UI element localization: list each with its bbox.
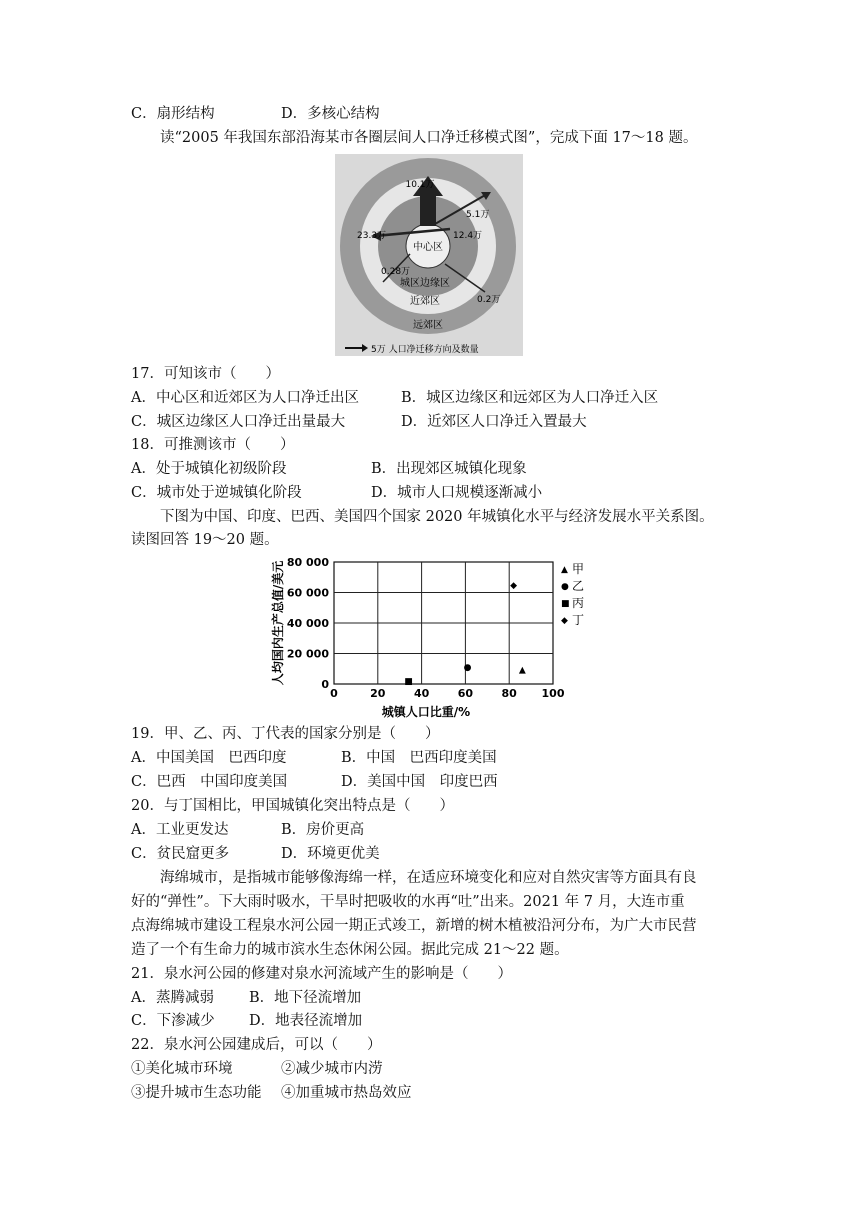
q22-row2 (131, 1083, 412, 1103)
center-label: 中心区 (413, 242, 443, 253)
data-point-2: ● (463, 663, 472, 674)
q20-option-c: C．贫民窟更多 (131, 846, 230, 862)
q20-option-a: A．工业更发达 (131, 822, 229, 838)
q17-row1 (131, 388, 659, 408)
q22-option-3: ③提升城市生态功能 (131, 1085, 262, 1101)
q16-options-row (131, 104, 380, 124)
q19-option-a: A．中国美国 巴西印度 (131, 750, 287, 766)
q20-row1 (131, 820, 365, 840)
data-point-4: ◆ (510, 580, 518, 591)
y-tick-label: 80 000 (286, 556, 329, 569)
value-left-label: 23.3万 (357, 231, 387, 241)
q19-option-b: B．中国 巴西印度美国 (341, 750, 497, 766)
legend-label: 5万 人口净迁移方向及数量 (371, 345, 479, 355)
value-low-right-label: 0.2万 (477, 295, 501, 305)
y-tick-label: 60 000 (286, 586, 329, 600)
legend-label-2: 乙 (572, 579, 585, 593)
urban-fringe-label: 城区边缘区 (400, 278, 450, 289)
q18-row2 (131, 483, 543, 503)
q21-option-c: C．下渗减少 (131, 1013, 215, 1029)
q17-option-d: D．近郊区人口净迁入置最大 (401, 414, 587, 430)
intro-21-22-line1: 海绵城市，是指城市能够像海绵一样，在适应环境变化和应对自然灾害等方面具有良 (160, 870, 697, 886)
outer-suburb-label: 远郊区 (413, 320, 443, 331)
q19-row1 (131, 748, 497, 768)
q16-option-d: D．多核心结构 (281, 106, 380, 122)
x-tick-label: 40 (413, 687, 430, 700)
x-tick-label: 100 (541, 687, 565, 700)
legend-label-4: 丁 (572, 613, 585, 627)
q22-option-1: ①美化城市环境 (131, 1061, 233, 1077)
q18-stem: 18．可推测该市（ ） (131, 437, 295, 453)
legend-marker-3: ■ (561, 599, 570, 609)
value-right-label: 12.4万 (453, 231, 483, 241)
q21-option-b: B．地下径流增加 (249, 990, 362, 1006)
q18-option-a: A．处于城镇化初级阶段 (131, 461, 287, 477)
x-tick-label: 80 (501, 687, 517, 700)
intro-19-20-line1: 下图为中国、印度、巴西、美国四个国家 2020 年城镇化水平与经济发展水平关系图。 (160, 509, 714, 525)
q21-option-a: A．蒸腾减弱 (131, 990, 214, 1006)
x-axis-label: 城镇人口比重/% (381, 705, 471, 719)
urbanization-gdp-chart (268, 554, 598, 724)
migration-ring-figure (335, 154, 523, 356)
y-tick-label: 0 (321, 678, 329, 691)
q21-row2 (131, 1011, 363, 1031)
q16-option-c: C．扇形结构 (131, 106, 215, 122)
q20-option-b: B．房价更高 (281, 822, 365, 838)
legend-marker-4: ◆ (561, 616, 568, 626)
intro-19-20-line2: 读图回答 19～20 题。 (131, 532, 279, 548)
q20-option-d: D．环境更优美 (281, 846, 380, 862)
intro-17-18: 读“2005 年我国东部沿海某市各圈层间人口净迁移模式图”，完成下面 17～18 题。 (160, 130, 698, 146)
q20-row2 (131, 844, 380, 864)
x-tick-label: 0 (330, 687, 338, 700)
value-low-left-label: 0.28万 (381, 267, 411, 277)
intro-21-22-line2: 好的“弹性”。下大雨时吸水，干旱时把吸收的水再“吐”出来。2021 年 7 月，大连市重 (131, 894, 685, 910)
q22-option-2: ②减少城市内涝 (281, 1061, 383, 1077)
x-tick-label: 60 (457, 687, 474, 700)
value-up-label: 10.1万 (405, 180, 435, 190)
q18-option-d: D．城市人口规模逐渐减小 (371, 485, 543, 501)
legend-marker-2: ● (561, 582, 569, 592)
near-suburb-label: 近郊区 (410, 296, 440, 307)
q21-option-d: D．地表径流增加 (249, 1013, 363, 1029)
q17-option-a: A．中心区和近郊区为人口净迁出区 (131, 390, 359, 406)
q17-option-c: C．城区边缘区人口净迁出量最大 (131, 414, 346, 430)
q17-stem: 17．可知该市（ ） (131, 366, 280, 382)
q20-stem: 20．与丁国相比，甲国城镇化突出特点是（ ） (131, 798, 454, 814)
q22-row1 (131, 1059, 383, 1079)
q18-option-b: B．出现郊区城镇化现象 (371, 461, 527, 477)
q21-stem: 21．泉水河公园的修建对泉水河流域产生的影响是（ ） (131, 966, 512, 982)
q17-row2 (131, 412, 587, 432)
q19-row2 (131, 772, 498, 792)
value-right-up-label: 5.1万 (466, 210, 490, 220)
q19-option-c: C．巴西 中国印度美国 (131, 774, 288, 790)
q22-stem: 22．泉水河公园建成后，可以（ ） (131, 1037, 382, 1053)
q19-stem: 19．甲、乙、丙、丁代表的国家分别是（ ） (131, 726, 440, 742)
y-tick-label: 20 000 (286, 647, 329, 661)
legend-marker-1: ▲ (561, 565, 568, 575)
intro-21-22-line3: 点海绵城市建设工程泉水河公园一期正式竣工，新增的树木植被沿河分布，为广大市民营 (131, 918, 697, 934)
q21-row1 (131, 988, 362, 1008)
q17-option-b: B．城区边缘区和远郊区为人口净迁入区 (401, 390, 659, 406)
legend-label-3: 丙 (572, 596, 585, 610)
q18-option-c: C．城市处于逆城镇化阶段 (131, 485, 302, 501)
x-tick-label: 20 (370, 687, 386, 700)
intro-21-22-line4: 造了一个有生命力的城市滨水生态休闲公园。据此完成 21～22 题。 (131, 942, 569, 958)
legend-label-1: 甲 (572, 562, 585, 576)
y-axis-label: 人均国内生产总值/美元 (271, 560, 285, 686)
q19-option-d: D．美国中国 印度巴西 (341, 774, 498, 790)
q22-option-4: ④加重城市热岛效应 (281, 1085, 412, 1101)
data-point-3: ■ (404, 676, 413, 687)
y-tick-label: 40 000 (286, 617, 329, 630)
data-point-1: ▲ (518, 665, 526, 676)
q18-row1 (131, 459, 527, 479)
